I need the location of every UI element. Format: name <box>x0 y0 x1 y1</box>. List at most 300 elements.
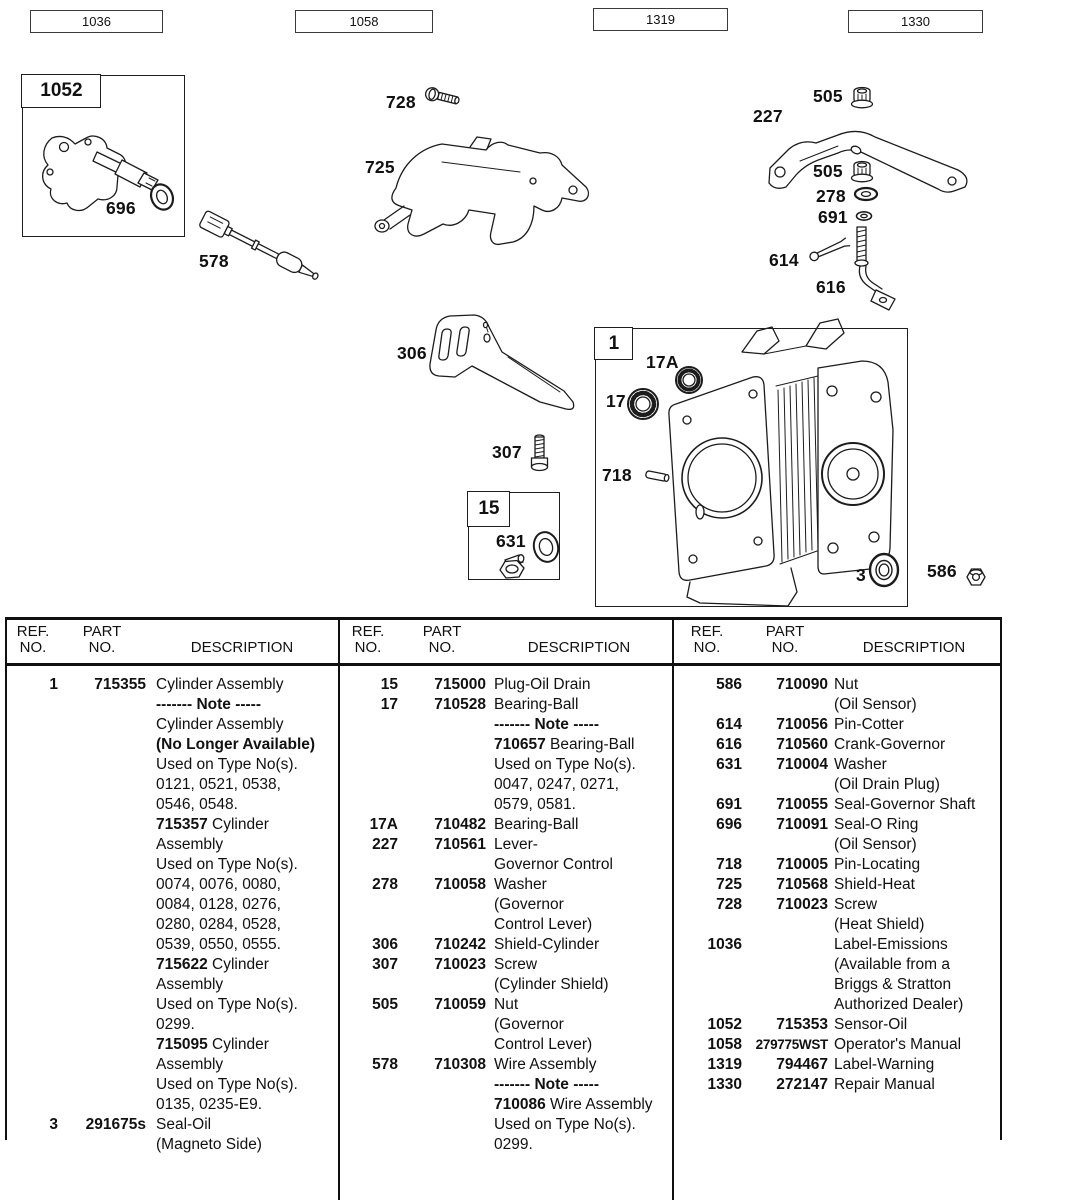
part-no-cell: 710055 <box>776 796 828 813</box>
ref-no-cell: 1319 <box>707 1056 742 1073</box>
description-segment: Seal-Governor Shaft <box>834 796 976 813</box>
parts-table-column-3 <box>672 617 1000 1095</box>
description-segment: Cylinder <box>207 816 269 833</box>
group-box-1052 <box>22 75 185 237</box>
description-line <box>156 815 338 835</box>
table-header <box>672 617 1000 666</box>
description-line <box>834 915 1000 935</box>
part-no-header <box>398 624 486 666</box>
description-line <box>156 735 338 755</box>
part-no-cell: 710528 <box>434 696 486 713</box>
description-line <box>494 855 672 875</box>
description-line <box>834 1055 1000 1075</box>
callout-307: 307 <box>492 442 522 462</box>
description-segment: Used on Type No(s). <box>494 1116 636 1133</box>
description-line <box>494 775 672 795</box>
description-segment: (Magneto Side) <box>156 1136 262 1153</box>
description-line <box>834 1075 1000 1095</box>
description-segment: Pin-Cotter <box>834 716 904 733</box>
description-segment: 0546, 0548. <box>156 796 238 813</box>
description-segment: Control Lever) <box>494 1036 593 1053</box>
description-segment: Assembly <box>156 1056 224 1073</box>
description-cell <box>834 795 1000 815</box>
table-row <box>672 895 1000 935</box>
callout-505-upper: 505 <box>813 86 843 106</box>
description-segment: Screw <box>834 896 878 913</box>
callout-227: 227 <box>753 106 783 126</box>
ref-no-cell: 696 <box>716 816 742 833</box>
ref-no-cell: 1058 <box>707 1036 742 1053</box>
ref-header-line2: NO. <box>19 639 47 656</box>
part-no-cell: 710091 <box>776 816 828 833</box>
ref-box-1330: 1330 <box>848 10 983 33</box>
description-cell <box>834 735 1000 755</box>
ref-no-cell: 1052 <box>707 1016 742 1033</box>
screw-728-drawing <box>424 86 460 107</box>
description-segment: Control Lever) <box>494 916 593 933</box>
part-no-cell: 710059 <box>434 996 486 1013</box>
ref-no-cell: 17 <box>380 696 398 713</box>
description-line <box>494 735 672 755</box>
description-cell <box>494 695 672 815</box>
table-row <box>338 955 672 995</box>
description-segment: Used on Type No(s). <box>156 856 298 873</box>
description-line <box>156 1135 338 1155</box>
washer-278-drawing <box>855 188 877 200</box>
description-segment: Used on Type No(s). <box>494 756 636 773</box>
callout-17a: 17A <box>646 352 679 372</box>
description-segment: 715095 <box>156 1036 208 1053</box>
description-segment: ------- Note ----- <box>494 716 599 733</box>
part-no-cell: 710058 <box>434 876 486 893</box>
description-segment: Authorized Dealer) <box>834 996 964 1013</box>
table-row <box>672 815 1000 855</box>
table-row <box>338 695 672 815</box>
table-row <box>672 1055 1000 1075</box>
description-segment: (Oil Drain Plug) <box>834 776 940 793</box>
description-header: DESCRIPTION <box>527 639 631 656</box>
ref-no-cell: 691 <box>716 796 742 813</box>
description-segment: (Available from a <box>834 956 951 973</box>
description-cell <box>156 1115 338 1155</box>
description-cell <box>834 815 1000 855</box>
ref-box-1036: 1036 <box>30 10 163 33</box>
description-segment: 0047, 0247, 0271, <box>494 776 619 793</box>
description-line <box>494 915 672 935</box>
description-line <box>834 1015 1000 1035</box>
description-line <box>156 715 338 735</box>
governor-control-lever-227-drawing <box>769 131 967 192</box>
description-line <box>494 795 672 815</box>
description-cell <box>494 875 672 935</box>
description-line <box>494 955 672 975</box>
description-segment: Assembly <box>156 976 224 993</box>
part-no-cell: 710056 <box>776 716 828 733</box>
description-segment: 715357 <box>156 816 208 833</box>
table-header <box>8 617 338 666</box>
part-header-line1: PART <box>82 623 122 640</box>
description-line <box>494 695 672 715</box>
ref-no-cell: 586 <box>716 676 742 693</box>
callout-278: 278 <box>816 186 846 206</box>
description-segment: Assembly <box>156 836 224 853</box>
table-row <box>338 875 672 935</box>
table-row <box>338 935 672 955</box>
part-no-cell: 272147 <box>776 1076 828 1093</box>
callout-616: 616 <box>816 277 846 297</box>
description-line <box>494 895 672 915</box>
description-segment: (Oil Sensor) <box>834 836 917 853</box>
description-segment: Washer <box>494 876 547 893</box>
description-segment: 0121, 0521, 0538, <box>156 776 281 793</box>
callout-728: 728 <box>386 92 416 112</box>
description-cell <box>834 755 1000 795</box>
description-segment: (No Longer Available) <box>156 736 316 753</box>
description-segment: Bearing-Ball <box>494 816 579 833</box>
part-no-cell: 715353 <box>776 1016 828 1033</box>
table-row <box>338 995 672 1055</box>
description-line <box>834 975 1000 995</box>
part-no-header <box>58 624 146 666</box>
part-no-cell: 291675s <box>85 1116 146 1133</box>
description-segment: Pin-Locating <box>834 856 921 873</box>
description-cell <box>834 675 1000 715</box>
description-line <box>834 675 1000 695</box>
part-header-line2: NO. <box>428 639 456 656</box>
group-box-15-label: 15 <box>467 491 510 527</box>
ref-no-header <box>338 624 398 666</box>
description-cell <box>834 935 1000 1015</box>
description-cell <box>834 895 1000 935</box>
description-segment: Bearing-Ball <box>494 696 579 713</box>
description-segment: (Cylinder Shield) <box>494 976 609 993</box>
part-no-cell: 794467 <box>776 1056 828 1073</box>
part-no-cell: 279775WST <box>755 1037 828 1052</box>
wire-assembly-578-drawing <box>199 210 322 285</box>
part-no-cell <box>742 935 828 1015</box>
ref-no-cell: 17A <box>369 816 398 833</box>
part-no-header <box>742 624 828 666</box>
parts-table-column-2 <box>338 617 672 1155</box>
description-cell <box>834 1075 1000 1095</box>
description-line <box>834 755 1000 775</box>
ref-box-1319: 1319 <box>593 8 728 31</box>
description-line <box>156 775 338 795</box>
description-cell <box>834 875 1000 895</box>
description-line <box>494 1055 672 1075</box>
governor-crank-616-drawing <box>855 227 895 310</box>
description-segment: (Oil Sensor) <box>834 696 917 713</box>
description-line <box>156 795 338 815</box>
description-segment: Shield-Heat <box>834 876 915 893</box>
ref-no-cell: 718 <box>716 856 742 873</box>
description-line <box>494 935 672 955</box>
description-line <box>834 1035 1000 1055</box>
description-segment: 0539, 0550, 0555. <box>156 936 281 953</box>
description-header: DESCRIPTION <box>862 639 966 656</box>
nut-505-upper-drawing <box>852 88 873 108</box>
description-line <box>494 1075 672 1095</box>
description-cell <box>494 1055 672 1155</box>
callout-614: 614 <box>769 250 799 270</box>
description-line <box>156 1035 338 1055</box>
description-segment: (Governor <box>494 896 564 913</box>
description-segment: 0579, 0581. <box>494 796 576 813</box>
description-segment: Crank-Governor <box>834 736 946 753</box>
description-segment: Nut <box>494 996 519 1013</box>
description-line <box>494 835 672 855</box>
description-segment: Washer <box>834 756 887 773</box>
table-row <box>672 1015 1000 1035</box>
table-row <box>672 755 1000 795</box>
description-segment: Repair Manual <box>834 1076 935 1093</box>
description-line <box>834 715 1000 735</box>
parts-table <box>0 617 1073 1200</box>
description-line <box>156 1015 338 1035</box>
table-row <box>338 815 672 835</box>
description-segment: 710657 <box>494 736 546 753</box>
part-no-cell: 710560 <box>776 736 828 753</box>
description-line <box>834 775 1000 795</box>
description-segment: Label-Warning <box>834 1056 935 1073</box>
part-header-line2: NO. <box>88 639 116 656</box>
description-cell <box>494 815 672 835</box>
ref-no-cell: 3 <box>49 1116 58 1133</box>
table-row <box>672 675 1000 715</box>
description-line <box>494 1035 672 1055</box>
part-header-line1: PART <box>422 623 462 640</box>
ref-no-cell: 616 <box>716 736 742 753</box>
part-no-cell: 710004 <box>776 756 828 773</box>
table-row <box>8 675 338 1115</box>
description-line <box>834 935 1000 955</box>
part-no-cell: 710090 <box>776 676 828 693</box>
ref-no-cell: 631 <box>716 756 742 773</box>
table-row <box>672 735 1000 755</box>
nut-505-lower-drawing <box>852 162 873 182</box>
ref-no-cell: 728 <box>716 896 742 913</box>
callout-306: 306 <box>397 343 427 363</box>
description-line <box>494 1095 672 1115</box>
description-segment: Cylinder Assembly <box>156 676 284 693</box>
table-row <box>672 935 1000 1015</box>
description-line <box>494 715 672 735</box>
description-cell <box>834 1015 1000 1035</box>
description-segment: Cylinder Assembly <box>156 716 284 733</box>
description-segment: Seal-Oil <box>156 1116 212 1133</box>
callout-725: 725 <box>365 157 395 177</box>
description-segment: 0135, 0235-E9. <box>156 1096 263 1113</box>
description-line <box>834 735 1000 755</box>
ref-box-1058: 1058 <box>295 10 433 33</box>
governor-shaft-seal-691-drawing <box>857 212 872 220</box>
description-line <box>156 935 338 955</box>
ref-no-cell: 306 <box>372 936 398 953</box>
description-cell <box>834 1055 1000 1075</box>
description-cell <box>834 855 1000 875</box>
table-row <box>672 795 1000 815</box>
description-cell <box>494 675 672 695</box>
description-line <box>156 995 338 1015</box>
description-line <box>834 875 1000 895</box>
table-row <box>672 855 1000 875</box>
part-no-cell: 710023 <box>434 956 486 973</box>
description-segment: Sensor-Oil <box>834 1016 908 1033</box>
table-rows <box>338 666 672 1155</box>
callout-631: 631 <box>496 531 526 551</box>
description-cell <box>494 995 672 1055</box>
description-line <box>156 955 338 975</box>
description-segment: Plug-Oil Drain <box>494 676 591 693</box>
description-line <box>156 1055 338 1075</box>
description-segment: (Heat Shield) <box>834 916 925 933</box>
group-box-1-label: 1 <box>594 327 633 360</box>
table-row <box>338 675 672 695</box>
description-line <box>156 855 338 875</box>
cotter-pin-614-drawing <box>808 238 851 262</box>
description-segment: 0074, 0076, 0080, <box>156 876 281 893</box>
description-line <box>156 695 338 715</box>
description-segment: Nut <box>834 676 859 693</box>
part-no-cell: 715000 <box>434 676 486 693</box>
description-segment: Briggs & Stratton <box>834 976 952 993</box>
callout-505-lower: 505 <box>813 161 843 181</box>
ref-no-cell: 505 <box>372 996 398 1013</box>
description-line <box>494 975 672 995</box>
parts-table-column-1 <box>8 617 338 1155</box>
description-segment: Wire Assembly <box>494 1056 597 1073</box>
description-segment: 0299. <box>156 1016 195 1033</box>
description-segment: Governor Control <box>494 856 613 873</box>
ref-no-cell: 278 <box>372 876 398 893</box>
description-segment: Wire Assembly <box>545 1096 653 1113</box>
ref-header-line2: NO. <box>693 639 721 656</box>
part-no-cell: 710005 <box>776 856 828 873</box>
part-no-cell: 710561 <box>434 836 486 853</box>
ref-no-cell: 725 <box>716 876 742 893</box>
description-line <box>834 995 1000 1015</box>
description-line <box>494 1015 672 1035</box>
callout-586: 586 <box>927 561 957 581</box>
description-line <box>156 835 338 855</box>
description-segment: Cylinder <box>207 1036 269 1053</box>
description-segment: Lever- <box>494 836 538 853</box>
part-no-cell: 710568 <box>776 876 828 893</box>
group-box-1052-label: 1052 <box>21 74 101 108</box>
callout-578: 578 <box>199 251 229 271</box>
part-header-line2: NO. <box>771 639 799 656</box>
description-line <box>494 815 672 835</box>
callout-691: 691 <box>818 207 848 227</box>
ref-header-line2: NO. <box>354 639 382 656</box>
table-rows <box>672 666 1000 1095</box>
table-row <box>672 1075 1000 1095</box>
description-segment: Label-Emissions <box>834 936 948 953</box>
description-line <box>834 835 1000 855</box>
description-segment: Used on Type No(s). <box>156 756 298 773</box>
callout-3: 3 <box>856 565 866 585</box>
description-cell <box>494 955 672 995</box>
ref-no-cell: 614 <box>716 716 742 733</box>
description-line <box>834 955 1000 975</box>
table-rows <box>8 666 338 1155</box>
screw-307-drawing <box>532 435 548 471</box>
description-line <box>156 1115 338 1135</box>
description-line <box>834 855 1000 875</box>
description-line <box>834 795 1000 815</box>
part-no-cell: 710242 <box>434 936 486 953</box>
description-cell <box>494 935 672 955</box>
callout-718: 718 <box>602 465 632 485</box>
description-line <box>494 995 672 1015</box>
table-row <box>8 1115 338 1155</box>
description-segment: 0280, 0284, 0528, <box>156 916 281 933</box>
description-cell <box>494 835 672 875</box>
table-row <box>672 1035 1000 1055</box>
description-segment: Cylinder <box>207 956 269 973</box>
description-line <box>156 1095 338 1115</box>
oil-sensor-nut-586-drawing <box>967 569 985 585</box>
description-segment: Used on Type No(s). <box>156 1076 298 1093</box>
description-line <box>494 1135 672 1155</box>
description-segment: Screw <box>494 956 538 973</box>
description-line <box>494 675 672 695</box>
part-no-cell: 710308 <box>434 1056 486 1073</box>
ref-no-cell: 307 <box>372 956 398 973</box>
description-segment: 0084, 0128, 0276, <box>156 896 281 913</box>
description-line <box>156 675 338 695</box>
description-line <box>156 875 338 895</box>
description-segment: 710086 <box>494 1096 546 1113</box>
ref-no-cell: 1330 <box>707 1076 742 1093</box>
description-line <box>494 1115 672 1135</box>
table-header <box>338 617 672 666</box>
description-segment: Used on Type No(s). <box>156 996 298 1013</box>
ref-no-header <box>8 624 58 666</box>
description-segment: Seal-O Ring <box>834 816 919 833</box>
description-segment: Shield-Cylinder <box>494 936 600 953</box>
ref-header-line1: REF. <box>690 623 724 640</box>
ref-no-cell: 15 <box>380 676 398 693</box>
description-header: DESCRIPTION <box>190 639 294 656</box>
description-line <box>834 695 1000 715</box>
description-segment: ------- Note ----- <box>494 1076 599 1093</box>
ref-no-cell: 227 <box>372 836 398 853</box>
table-row <box>672 875 1000 895</box>
callout-696: 696 <box>106 198 136 218</box>
ref-no-cell: 578 <box>372 1056 398 1073</box>
description-segment: 715622 <box>156 956 208 973</box>
ref-no-cell: 1 <box>49 676 58 693</box>
description-segment: Operator's Manual <box>834 1036 962 1053</box>
description-line <box>156 975 338 995</box>
table-row <box>338 1055 672 1155</box>
description-segment: (Governor <box>494 1016 564 1033</box>
part-no-cell: 710482 <box>434 816 486 833</box>
table-row <box>672 715 1000 735</box>
table-left-border <box>5 617 7 1140</box>
table-right-border <box>1000 617 1002 1140</box>
description-segment: ------- Note ----- <box>156 696 261 713</box>
description-line <box>156 895 338 915</box>
description-cell <box>834 1035 1000 1055</box>
description-cell <box>156 675 338 1115</box>
part-header-line1: PART <box>765 623 805 640</box>
description-segment: Bearing-Ball <box>545 736 635 753</box>
description-line <box>494 755 672 775</box>
ref-header-line1: REF. <box>351 623 385 640</box>
description-line <box>156 915 338 935</box>
